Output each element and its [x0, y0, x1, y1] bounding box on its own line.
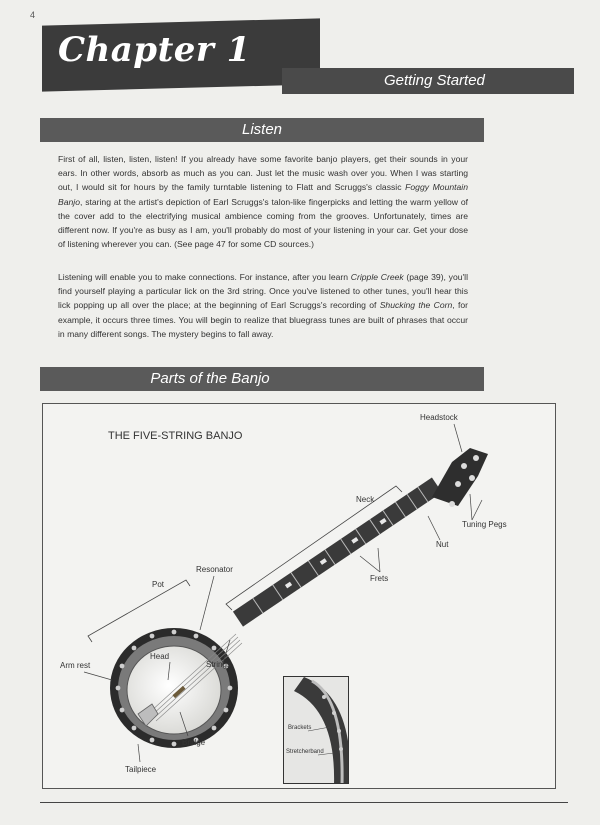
banjo-pot	[110, 628, 242, 748]
label-frets: Frets	[370, 574, 389, 583]
label-tuning-pegs: Tuning Pegs	[462, 520, 507, 529]
p2-text-a: Listening will enable you to make connections. For instance, after you learn	[58, 272, 351, 282]
label-headstock: Headstock	[420, 413, 458, 422]
page-number: 4	[30, 10, 36, 20]
label-strings: Strings	[206, 660, 231, 669]
label-resonator: Resonator	[196, 565, 233, 574]
label-nut: Nut	[436, 540, 449, 549]
label-pot: Pot	[152, 580, 165, 589]
banjo-headstock	[432, 448, 488, 507]
label-bridge: Bridge	[182, 738, 206, 747]
p2-text-b: (page 39), you'll find yourself playing a particular lick on the 3rd string. Once you've listened to other tunes, you'll hear this lick popping up all over the place; at the beginning of Earl Scruggs's recording of	[58, 272, 468, 311]
detail-inset	[283, 676, 349, 784]
figure-title: THE FIVE-STRING BANJO	[108, 430, 243, 442]
chapter-subtitle: Getting Started	[384, 72, 485, 89]
label-stretcherband: Stretcherband	[286, 749, 324, 755]
chapter-title: Chapter 1	[58, 30, 251, 70]
p2-recording-title: Shucking the Corn	[379, 300, 453, 311]
label-arm-rest: Arm rest	[60, 661, 91, 670]
p1-text-b: , staring at the artist's depiction of Earl Scruggs's talon-like fingerpicks and letting the warm yellow of the cover add to the electrifying musical ambience coming from the grooves. Unfortunately, times are different now. If you're as busy as I am, you'll probably do most of your listening in your car. Get your dose of listening wherever you can. (See page 47 for some CD sources.)	[58, 196, 468, 250]
p2-tune-title: Cripple Creek	[350, 272, 404, 282]
parts-heading: Parts of the Banjo	[150, 370, 270, 387]
p1-album-title: Foggy Mountain Banjo	[58, 182, 468, 207]
label-brackets: Brackets	[288, 725, 312, 731]
label-head: Head	[150, 652, 170, 661]
footer-rule	[40, 802, 568, 803]
label-neck: Neck	[356, 495, 375, 504]
p1-text-a: First of all, listen, listen, listen! If you already have some favorite banjo players, get their sounds in your ears. In other words, absorb as much as you can. Just let the music wash over you. When I was starting out, I would sit for hours by the family turntable listening to Flatt and Scruggs's classic	[58, 154, 468, 193]
label-tailpiece: Tailpiece	[125, 765, 157, 774]
banjo-neck	[233, 477, 442, 626]
p2-text-c: , for example, it occurs three times. You will begin to realize that bluegrass tunes are built of phrases that occur in many different songs. The mystery begins to fall away.	[58, 300, 468, 339]
listen-heading: Listen	[241, 121, 283, 138]
